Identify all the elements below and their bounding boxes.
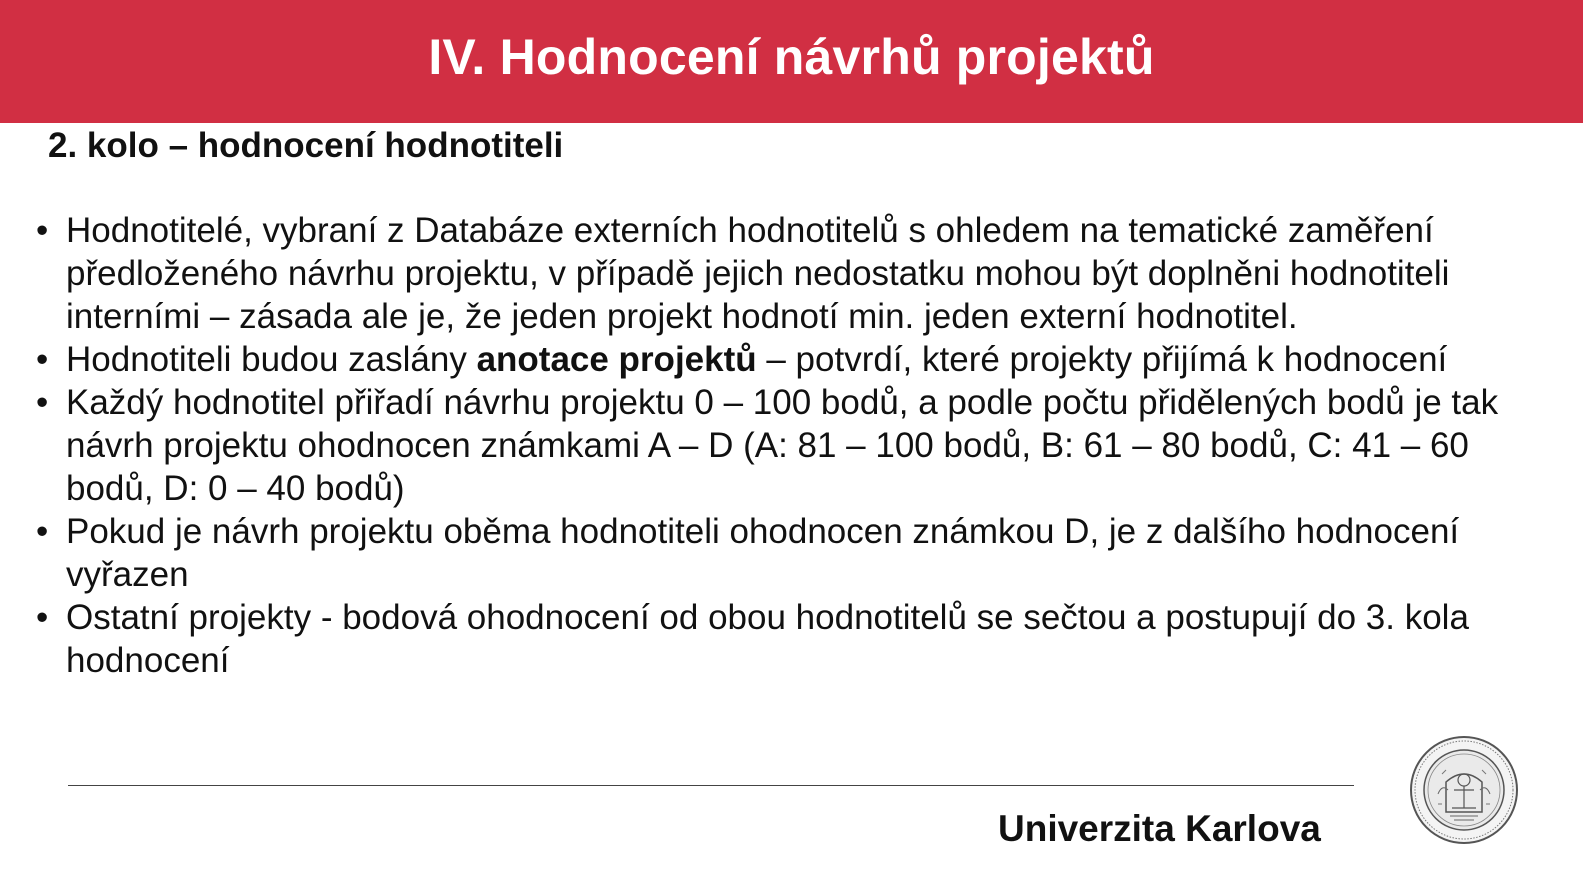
bullet-text-before: Hodnotiteli budou zaslány [66,340,477,379]
footer-divider [68,785,1354,786]
title-bar [0,0,1583,123]
bullet-item [28,510,1528,596]
bullet-text: Pokud je návrh projektu oběma hodnotiteli ohodnocen známkou D, je z dalšího hodnocení vyřazen [66,512,1460,594]
bullet-text-after: – potvrdí, které projekty přijímá k hodnocení [756,340,1448,379]
slide-title: IV. Hodnocení návrhů projektů [428,28,1155,85]
bullet-text: Hodnotitelé, vybraní z Databáze externích hodnotitelů s ohledem na tematické zaměření předloženého návrhu projektu, v případě jejich nedostatku mohou být doplněni hodnotiteli interními – zásada ale je, že jeden projekt hodnotí min. jeden externí hodnotitel. [66,211,1450,336]
bullet-dot: • [36,383,49,422]
bullet-text-bold: anotace projektů [476,340,757,379]
bullet-item [28,338,1528,381]
bullet-dot: • [36,598,49,637]
bullet-item [28,381,1528,510]
bullet-text: Ostatní projekty - bodová ohodnocení od obou hodnotitelů se sečtou a postupují do 3. kola hodnocení [66,598,1469,680]
bullet-dot: • [36,211,49,250]
university-seal-icon [1408,734,1520,846]
slide-subtitle: 2. kolo – hodnocení hodnotiteli [48,126,564,165]
bullet-text: Každý hodnotitel přiřadí návrhu projektu 0 – 100 bodů, a podle počtu přidělených bodů je tak návrh projektu ohodnocen známkami A – D (A: 81 – 100 bodů, B: 61 – 80 bodů, C: 41 – 60 bodů, D: 0 – 40 bodů) [66,383,1499,508]
bullet-item [28,596,1528,682]
bullet-item [28,209,1528,338]
bullet-dot: • [36,340,49,379]
bullet-list [28,209,1528,682]
bullet-dot: • [36,512,49,551]
university-name: Univerzita Karlova [998,808,1321,849]
